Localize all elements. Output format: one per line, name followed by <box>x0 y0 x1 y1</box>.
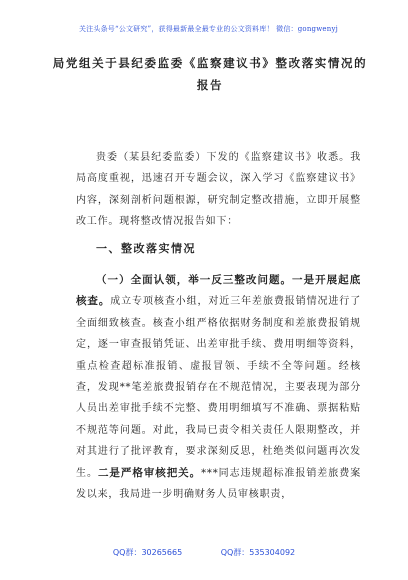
intro-paragraph: 贵委（某县纪委监委）下发的《监察建议书》收悉。我局高度重视，迅速召开专题会议，深入学习《监察建议书》内容，深刻剖析问题根源，研究制定整改措施，立即开展整改工作。现将整改情况报告如下： <box>76 152 361 228</box>
footer-contacts <box>0 547 408 558</box>
header-banner: 关注头条号“公文研究”，获得最新最全最专业的公文资料库！ 微信：gongwenyj <box>78 25 339 33</box>
document-title: 局党组关于县纪委监委《监察建议书》整改落实情况的报告 <box>52 56 368 92</box>
paragraph-text-continued: ***同志违规超标准报销差旅费案发以来，我局进一步明确财务人员审核职责， <box>76 467 361 501</box>
body-paragraph <box>76 270 361 505</box>
section-heading: 一、整改落实情况 <box>96 242 196 255</box>
qq-group-2: QQ群：535304092 <box>220 548 296 557</box>
paragraph-subhead: 二是严格审核把关。 <box>97 466 202 479</box>
paragraph-lead: （一）全面认领，举一反三整改问题。一是开展起底核查。 <box>76 274 361 308</box>
qq-group-1: QQ群：30265665 <box>112 548 183 557</box>
paragraph-text: 成立专项核查小组，对近三年差旅费报销情况进行了全面细致核查。核查小组严格依据财务制度和差旅费报销规定，逐一审查报销凭证、出差审批手续、费用明细等资料，重点检查超标准报销、虚报冒领、手续不全等问题。经核查，发现**笔差旅费报销存在不规范情况，主要表现为部分人员出差审批手续不完整、费用明细填写不准确、票据粘贴不规范等问题。对此，我局已责令相关责任人限期整改，并对其进行了批评教育，要求深刻反思，杜绝类似问题再次发生。 <box>76 296 361 479</box>
